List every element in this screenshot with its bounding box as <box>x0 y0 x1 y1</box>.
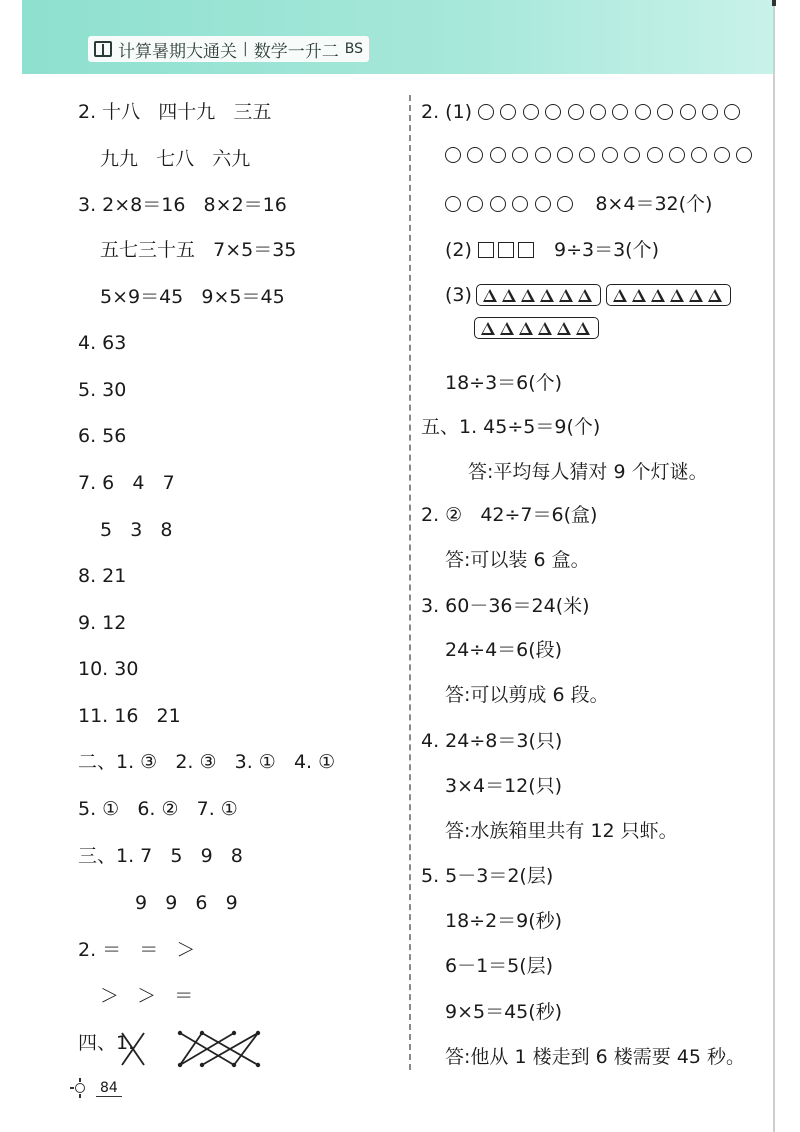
square-shape <box>518 242 534 258</box>
left-line-15: 5. ① 6. ② 7. ① <box>78 798 238 820</box>
circle-shape <box>590 104 606 120</box>
triangle-shape <box>689 289 703 302</box>
triangle-group-3 <box>474 317 604 339</box>
column-divider <box>409 95 411 1070</box>
circle-shape <box>557 196 573 212</box>
header-title-box <box>88 36 369 62</box>
right-line-17: 答:他从 1 楼走到 6 楼需要 45 秒。 <box>445 1046 745 1068</box>
circles-group-2 <box>445 147 758 163</box>
page-footer <box>70 1078 122 1098</box>
triangle-shape <box>538 322 552 335</box>
circle-shape <box>512 196 528 212</box>
book-title: 计算暑期大通关 <box>118 41 237 62</box>
right-line-4: 答:平均每人猜对 9 个灯谜。 <box>468 461 708 483</box>
circle-shape <box>535 196 551 212</box>
triangle-shape <box>670 289 684 302</box>
triangle-group-box <box>606 284 731 306</box>
triangle-shape <box>500 322 514 335</box>
circle-shape <box>568 104 584 120</box>
left-line-5: 4. 63 <box>78 332 127 354</box>
circle-shape <box>724 104 740 120</box>
circle-shape <box>647 147 663 163</box>
triangle-shape <box>578 289 592 302</box>
triangle-shape <box>559 289 573 302</box>
left-line-14: 二、1. ③ 2. ③ 3. ① 4. ① <box>78 751 336 773</box>
left-line-17: 9 9 6 9 <box>135 892 238 914</box>
triangle-shape <box>540 289 554 302</box>
left-line-20: 四、1. <box>78 1032 135 1054</box>
left-line-1: 九九 七八 六九 <box>100 148 251 170</box>
right-line-13: 5. 5－3＝2(层) <box>421 865 554 887</box>
right-line-6: 答:可以装 6 盒。 <box>445 549 590 571</box>
circle-shape <box>512 147 528 163</box>
page-edge <box>773 0 775 1132</box>
q2-row4 <box>478 238 659 262</box>
triangle-shape <box>557 322 571 335</box>
circles-group-3 <box>445 196 579 212</box>
header-banner <box>22 0 774 74</box>
circle-shape <box>680 104 696 120</box>
left-line-12: 10. 30 <box>78 658 139 680</box>
triangle-group-2 <box>606 284 736 306</box>
circle-shape <box>500 104 516 120</box>
triangle-shape <box>632 289 646 302</box>
left-line-3: 五七三十五 7×5＝35 <box>100 239 297 261</box>
circle-shape <box>635 104 651 120</box>
triangle-shape <box>613 289 627 302</box>
left-line-2: 3. 2×8＝16 8×2＝16 <box>78 194 287 216</box>
circle-shape <box>624 147 640 163</box>
circle-shape <box>490 147 506 163</box>
title-separator: | <box>243 41 248 57</box>
right-line-11: 3×4＝12(只) <box>445 775 563 797</box>
q2-row1 <box>421 100 747 124</box>
triangle-shape <box>708 289 722 302</box>
right-line-2: 18÷3＝6(个) <box>445 372 563 394</box>
circle-shape <box>545 104 561 120</box>
right-line-9: 答:可以剪成 6 段。 <box>445 684 609 706</box>
right-line-3: 五、1. 45÷5＝9(个) <box>421 416 601 438</box>
left-line-8: 7. 6 4 7 <box>78 472 175 494</box>
squares-group <box>478 242 538 258</box>
left-line-4: 5×9＝45 9×5＝45 <box>100 286 285 308</box>
matching-lines-figure <box>118 1025 268 1073</box>
q2-equation-2: 9÷3＝3(个) <box>554 239 660 261</box>
circle-shape <box>490 196 506 212</box>
triangle-shape <box>576 322 590 335</box>
left-line-7: 6. 56 <box>78 425 127 447</box>
triangle-group-box <box>474 317 599 339</box>
q2-row3 <box>445 192 712 216</box>
left-line-0: 2. 十八 四十九 三五 <box>78 101 272 123</box>
subject-label: 数学一升二 <box>253 41 339 62</box>
right-line-15: 6－1＝5(层) <box>445 955 554 977</box>
circle-shape <box>702 104 718 120</box>
edition-label: BS <box>344 41 363 57</box>
q2-row6 <box>474 317 604 339</box>
left-line-11: 9. 12 <box>78 612 127 634</box>
circle-shape <box>612 104 628 120</box>
left-line-9: 5 3 8 <box>100 519 173 541</box>
circle-shape <box>445 196 461 212</box>
circle-shape <box>467 196 483 212</box>
circle-shape <box>445 147 461 163</box>
q2-equation-1: 8×4＝32(个) <box>595 193 713 215</box>
binding-mark <box>772 0 776 6</box>
circles-group-1 <box>478 104 747 120</box>
right-line-7: 3. 60－36＝24(米) <box>421 595 590 617</box>
q2-row5 <box>445 283 736 307</box>
q2-row2 <box>445 147 758 163</box>
circle-shape <box>467 147 483 163</box>
circle-shape <box>523 104 539 120</box>
triangle-group-1 <box>476 284 606 306</box>
triangle-group-box <box>476 284 601 306</box>
right-line-10: 4. 24÷8＝3(只) <box>421 730 563 752</box>
q2-part3-label: (3) <box>445 284 472 306</box>
triangle-shape <box>651 289 665 302</box>
right-line-5: 2. ② 42÷7＝6(盒) <box>421 504 598 526</box>
circle-shape <box>579 147 595 163</box>
left-line-6: 5. 30 <box>78 379 127 401</box>
circle-shape <box>557 147 573 163</box>
book-icon <box>94 41 112 57</box>
left-line-13: 11. 16 21 <box>78 705 181 727</box>
triangle-shape <box>519 322 533 335</box>
circle-shape <box>535 147 551 163</box>
page-number: 84 <box>96 1080 122 1097</box>
circle-shape <box>478 104 494 120</box>
square-shape <box>498 242 514 258</box>
right-line-14: 18÷2＝9(秒) <box>445 910 563 932</box>
circle-shape <box>714 147 730 163</box>
right-line-8: 24÷4＝6(段) <box>445 639 563 661</box>
left-line-10: 8. 21 <box>78 565 127 587</box>
circle-shape <box>657 104 673 120</box>
right-line-12: 答:水族箱里共有 12 只虾。 <box>445 820 678 842</box>
circle-shape <box>691 147 707 163</box>
triangle-shape <box>521 289 535 302</box>
q2-label: 2. (1) <box>421 101 473 123</box>
circle-shape <box>602 147 618 163</box>
triangle-shape <box>502 289 516 302</box>
sun-icon <box>70 1078 90 1098</box>
triangle-shape <box>483 289 497 302</box>
circle-shape <box>736 147 752 163</box>
left-line-18: 2. ＝ ＝ ＞ <box>78 939 196 961</box>
square-shape <box>478 242 494 258</box>
circle-shape <box>669 147 685 163</box>
triangle-shape <box>481 322 495 335</box>
left-line-19: ＞ ＞ ＝ <box>100 985 194 1007</box>
left-line-16: 三、1. 7 5 9 8 <box>78 845 243 867</box>
right-line-1: (2) <box>445 239 472 261</box>
right-line-16: 9×5＝45(秒) <box>445 1001 563 1023</box>
